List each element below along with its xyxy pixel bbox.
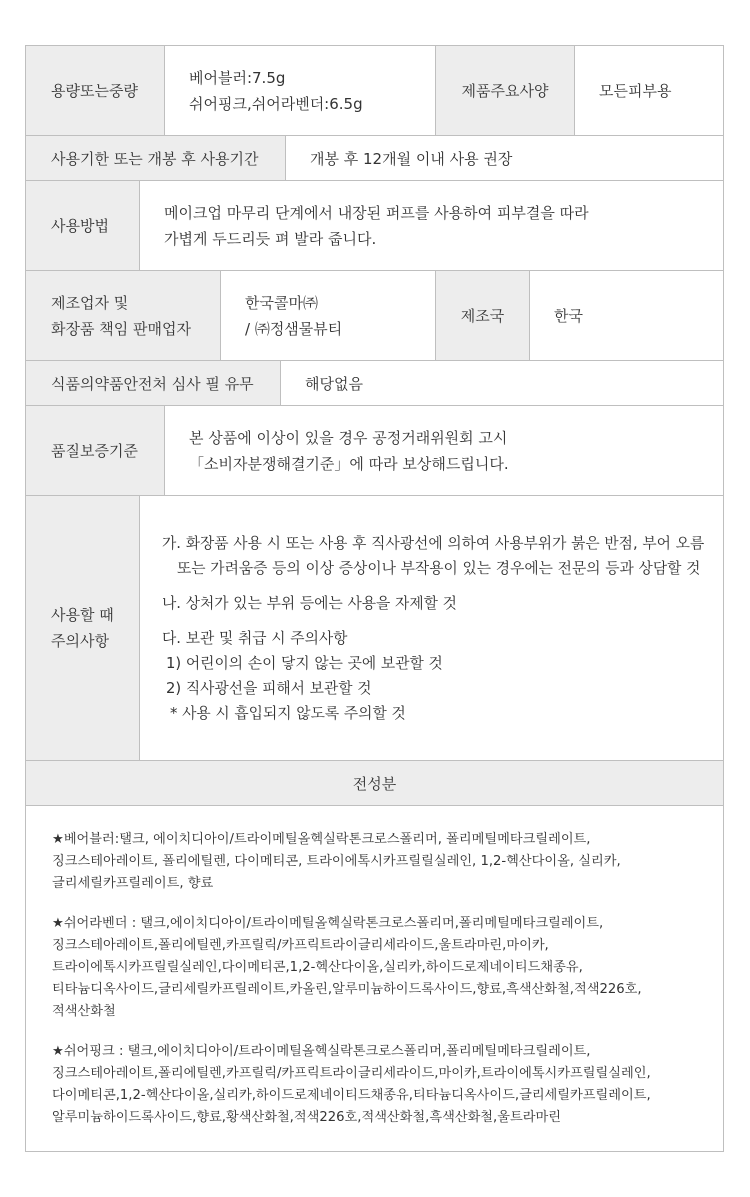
volume-label-text: 용량또는중량 [51, 82, 138, 100]
country-value [530, 271, 723, 360]
caution-label [26, 496, 140, 760]
usage-value-line: 메이크업 마무리 단계에서 내장된 퍼프를 사용하여 피부결을 따라 [164, 203, 589, 222]
caution-label-line: 사용할 때 [51, 606, 114, 624]
maker-label-line: 제조업자 및 [51, 293, 129, 312]
maker-value [221, 271, 435, 360]
expiry-value-text: 개봉 후 12개월 이내 사용 권장 [310, 149, 513, 168]
ingredients-line: ★베어블러:탤크, 에이치디아이/트라이메틸올헥실락톤크로스폴리머, 폴리메틸메타크릴레이트, [52, 832, 591, 847]
spec-label [435, 46, 575, 135]
usage-label-text: 사용방법 [51, 217, 109, 235]
caution-item-c-note: * 사용 시 흡입되지 않도록 주의할 것 [170, 704, 406, 722]
country-value-text: 한국 [554, 307, 583, 325]
ingredients-list [52, 829, 723, 1147]
ingredients-line: ★쉬어핑크 : 탤크,에이치디아이/트라이메틸올헥실락톤크로스폴리머,폴리메틸메타크릴레이트, [52, 1044, 591, 1059]
ingredients-sheer-lavender [52, 913, 723, 1023]
mfds-value-text: 해당없음 [305, 374, 363, 393]
ingredients-line: 적색산화철 [52, 1004, 116, 1019]
usage-value-line: 가볍게 두드리듯 펴 발라 줍니다. [164, 229, 377, 248]
expiry-row [26, 136, 723, 181]
caution-item-a-line2: 또는 가려움증 등의 이상 증상이나 부작용이 있는 경우에는 전문의 등과 상담할 것 [177, 559, 701, 577]
mfds-row [26, 361, 723, 406]
maker-value-line: / ㈜정샘물뷰티 [245, 319, 343, 338]
volume-value-line: 베어블러:7.5g [189, 68, 286, 87]
ingredients-row [26, 806, 723, 1151]
spec-value-text: 모든피부용 [599, 82, 672, 100]
ingredients-header-row [26, 761, 723, 806]
caution-item-a-line1: 가. 화장품 사용 시 또는 사용 후 직사광선에 의하여 사용부위가 붉은 반점, 부어 오름 [162, 534, 705, 552]
spec-value [575, 46, 723, 135]
expiry-label [26, 136, 286, 180]
ingredients-line: ★쉬어라벤더 : 탤크,에이치디아이/트라이메틸올헥실락톤크로스폴리머,폴리메틸메타크릴레이트, [52, 916, 604, 931]
usage-row [26, 181, 723, 271]
caution-row [26, 496, 723, 761]
product-info-table [25, 45, 724, 1152]
spec-label-text: 제품주요사양 [461, 82, 549, 100]
usage-value [140, 181, 723, 270]
volume-label [26, 46, 165, 135]
mfds-label [26, 361, 281, 405]
maker-row [26, 271, 723, 361]
ingredients-line: 글리세릴카프릴레이트, 향료 [52, 876, 214, 891]
ingredients-header [26, 761, 723, 805]
quality-value-line: 본 상품에 이상이 있을 경우 공정거래위원회 고시 [189, 428, 508, 447]
country-label-text: 제조국 [460, 307, 505, 325]
mfds-label-text: 식품의약품안전처 심사 필 유무 [51, 374, 254, 393]
ingredients-line: 알루미늄하이드록사이드,향료,황색산화철,적색226호,적색산화철,흑색산화철,울트라마린 [52, 1110, 561, 1125]
expiry-value [286, 136, 723, 180]
caution-label-line: 주의사항 [51, 632, 109, 650]
caution-item-c-2: 2) 직사광선을 피해서 보관할 것 [166, 679, 372, 697]
quality-label-text: 품질보증기준 [51, 442, 138, 460]
volume-row [26, 46, 723, 136]
ingredients-line: 트라이에톡시카프릴릴실레인,다이메티콘,1,2-헥산다이올,실리카,하이드로제네이티드채종유, [52, 960, 583, 975]
mfds-value [281, 361, 723, 405]
quality-value-line: 「소비자분쟁해결기준」에 따라 보상해드립니다. [189, 454, 509, 473]
caution-item-b: 나. 상처가 있는 부위 등에는 사용을 자제할 것 [162, 594, 457, 612]
caution-item-c-title: 다. 보관 및 취급 시 주의사항 [162, 629, 348, 647]
volume-value [165, 46, 435, 135]
expiry-label-text: 사용기한 또는 개봉 후 사용기간 [51, 149, 259, 168]
caution-item-c-1: 1) 어린이의 손이 닿지 않는 곳에 보관할 것 [166, 654, 443, 672]
ingredients-line: 티타늄디옥사이드,글리세릴카프릴레이트,카올린,알루미늄하이드록사이드,향료,흑색산화철,적색226호, [52, 982, 642, 997]
quality-value [165, 406, 723, 495]
maker-label-line: 화장품 책임 판매업자 [51, 319, 191, 338]
country-label [435, 271, 530, 360]
ingredients-bare-blur [52, 829, 723, 895]
ingredients-header-text: 전성분 [352, 774, 397, 793]
caution-value [140, 496, 723, 760]
usage-label [26, 181, 140, 270]
ingredients-line: 징크스테아레이트, 폴리에틸렌, 다이메티콘, 트라이에톡시카프릴릴실레인, 1,2-헥산다이올, 실리카, [52, 854, 621, 869]
ingredients-line: 징크스테아레이트,폴리에틸렌,카프릴릭/카프릭트라이글리세라이드,울트라마린,마이카, [52, 938, 549, 953]
ingredients-line: 다이메티콘,1,2-헥산다이올,실리카,하이드로제네이티드채종유,티타늄디옥사이드,글리세릴카프릴레이트, [52, 1088, 651, 1103]
quality-row [26, 406, 723, 496]
maker-value-line: 한국콜마㈜ [245, 293, 318, 312]
volume-value-line: 쉬어핑크,쉬어라벤더:6.5g [189, 94, 363, 113]
quality-label [26, 406, 165, 495]
ingredients-sheer-pink [52, 1041, 723, 1129]
ingredients-line: 징크스테아레이트,폴리에틸렌,카프릴릭/카프릭트라이글리세라이드,마이카,트라이에톡시카프릴릴실레인, [52, 1066, 651, 1081]
maker-label [26, 271, 221, 360]
